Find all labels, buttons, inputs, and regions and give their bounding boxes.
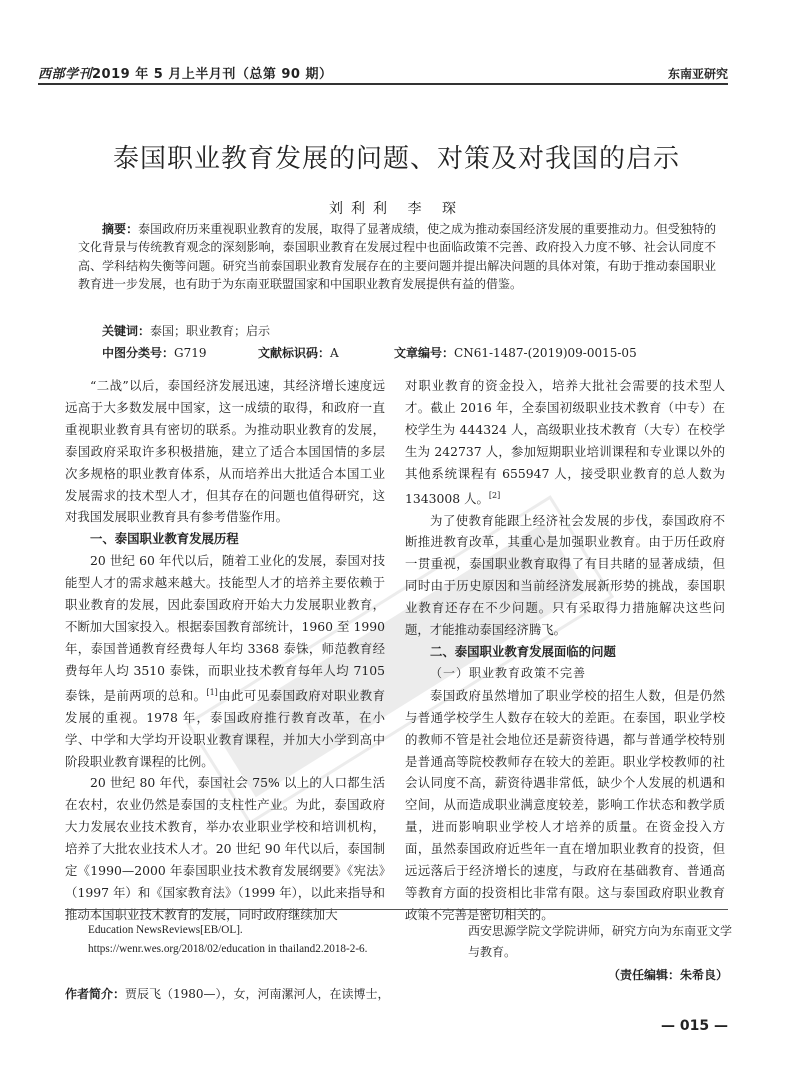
- abstract: [78, 220, 716, 294]
- paragraph-text: 对职业教育的资金投入，培养大批社会需要的技术型人才。截止 2016 年，全泰国初级职业技术教育（中专）在校学生为 444324 人，高级职业技术教育（大专）在校学生为 242737 人，参加短期职业培训课程和专业课以外的其他系统课程有 655947 人，接受职业教育的总人数为 1343008 人。: [405, 378, 725, 506]
- subsection-heading: （一）职业教育政策不完善: [430, 665, 587, 680]
- keywords-label: 关键词：: [102, 324, 151, 338]
- clc-code: [102, 344, 207, 361]
- clc-label: 中图分类号：: [102, 346, 175, 360]
- issue-info: 2019 年 5 月上半月刊（总第 90 期）: [92, 67, 333, 82]
- keywords-text: 泰国；职业教育；启示: [150, 324, 271, 338]
- article-title: 泰国职业教育发展的问题、对策及对我国的启示: [112, 144, 680, 174]
- doc-code: [258, 344, 339, 361]
- paragraph: 为了使教育能跟上经济社会发展的步伐，泰国政府不断推进教育改革，其重心是加强职业教育。由于历任政府一贯重视，泰国职业教育取得了有目共睹的显著成绩，但同时由于历史原因和当前经济发展新形势的挑战，泰国职业教育还存在不少问题。只有采取得力措施解决这些问题，才能推动泰国经济腾飞。: [405, 512, 725, 638]
- section-heading: 一、泰国职业教育发展历程: [90, 531, 239, 547]
- journal-logo: 西部学刊: [38, 67, 93, 82]
- page-number: — 015 —: [661, 1018, 728, 1034]
- paragraph-text: 20 世纪 60 年代以后，随着工业化的发展，泰国对技能型人才的需求越来越大。技能型人才的培养主要依赖于职业教育的发展，因此泰国政府开始大力发展职业教育，不断加大国家投入。根据泰国教育部统计，1960 至 1990 年，泰国普通教育经费每人年均 3368 泰铢，师范教育经费每年人均 3510 泰铢，而职业技术教育每年人均 7105 泰铢，是前两项的总和。: [65, 553, 385, 703]
- doc-code-label: 文献标识码：: [258, 346, 331, 360]
- paragraph-text: 由此可见泰国政府对职业教育发展的重视。1978 年，泰国政府推行教育改革，在小学、中学和大学均开设职业教育课程，并加大小学到高中阶段职业教育课程的比例。: [65, 687, 386, 769]
- responsible-editor: （责任编辑：朱希良）: [607, 968, 728, 982]
- running-header: [38, 63, 332, 82]
- keywords: [102, 322, 270, 339]
- article-no-value: CN61-1487-(2019)09-0015-05: [454, 346, 637, 360]
- author-bio-text: 贾辰飞（1980—），女，河南漯河人，在读博士，: [125, 987, 390, 1001]
- reference-line: Education NewsReviews[EB/OL].: [88, 924, 243, 936]
- reference: [88, 921, 367, 959]
- reference-url: https://wenr.wes.org/2018/02/education in thailand2.2018-2-6.: [88, 943, 368, 955]
- paragraph: [405, 375, 725, 510]
- author-bio: [65, 985, 390, 1002]
- abstract-label: 摘要：: [102, 222, 139, 236]
- article-number: [394, 344, 637, 361]
- article-no-label: 文章编号：: [394, 346, 455, 360]
- citation: [1]: [206, 687, 218, 697]
- section-heading: 二、泰国职业教育发展面临的问题: [430, 644, 616, 659]
- paragraph: [65, 550, 385, 772]
- footnote-rule: [65, 909, 728, 910]
- header-rule: [38, 83, 728, 85]
- citation: [2]: [488, 490, 501, 500]
- doc-code-value: A: [330, 346, 339, 360]
- clc-value: G719: [174, 346, 207, 360]
- section-name: 东南亚研究: [667, 67, 728, 81]
- left-column: [65, 375, 385, 926]
- right-column: [405, 375, 725, 926]
- paragraph: 20 世纪 80 年代，泰国社会 75% 以上的人口都生活在农村，农业仍然是泰国的支柱性产业。为此，泰国政府大力发展农业技术教育，举办农业职业学校和培训机构，培养了大批农业技术人才。20 世纪 90 年代以后，泰国制定《1990—2000 年泰国职业技术教育发展纲要》《宪法》（1997 年）和《国家教育法》（1999 年），以此来指导和推动本国职业技术教育的发展，同时政府继续加大: [65, 775, 385, 922]
- paragraph: “二战”以后，泰国经济发展迅速，其经济增长速度远远高于大多数发展中国家，这一成绩的取得，和政府一直重视职业教育具有密切的联系。为推动职业教育的发展，泰国政府采取许多积极措施，建立了适合本国国情的多层次多规格的职业教育体系，从而培养出大批适合本国工业发展需求的技术型人才，但其存在的问题也值得研究，这对我国发展职业教育具有参考借鉴作用。: [65, 378, 385, 525]
- abstract-text: 泰国政府历来重视职业教育的发展，取得了显著成绩，使之成为推动泰国经济发展的重要推动力。但受独特的文化背景与传统教育观念的深刻影响，泰国职业教育在发展过程中也面临政策不完善、政府投入力度不够、社会认同度不高、学科结构失衡等问题。研究当前泰国职业教育发展存在的主要问题并提出解决问题的具体对策，有助于推动泰国职业教育进一步发展，也有助于为东南亚联盟国家和中国职业教育发展提供有益的借鉴。: [78, 222, 716, 292]
- article-authors: 刘利利 李 琛: [329, 201, 464, 217]
- author-bio-label: 作者简介：: [65, 987, 126, 1001]
- author-bio-continued: 西安思源学院文学院讲师，研究方向为东南亚文学与教育。: [468, 924, 733, 959]
- paragraph: 泰国政府虽然增加了职业学校的招生人数，但是仍然与普通学校学生人数存在较大的差距。在泰国，职业学校的教师不管是社会地位还是薪资待遇，都与普通学校特别是普通高等院校教师存在较大的差距。职业学校教师的社会认同度不高，薪资待遇非常低，缺少个人发展的机遇和空间，从而造成职业满意度较差，影响工作状态和教学质量，进而影响职业学校人才培养的质量。在资金投入方面，虽然泰国政府近些年一直在增加职业教育的投资，但远远落后于经济增长的速度，与政府在基础教育、普通高等教育方面的投资相比非常有限。这与泰国政府职业教育政策不完善是密切相关的。: [405, 687, 725, 922]
